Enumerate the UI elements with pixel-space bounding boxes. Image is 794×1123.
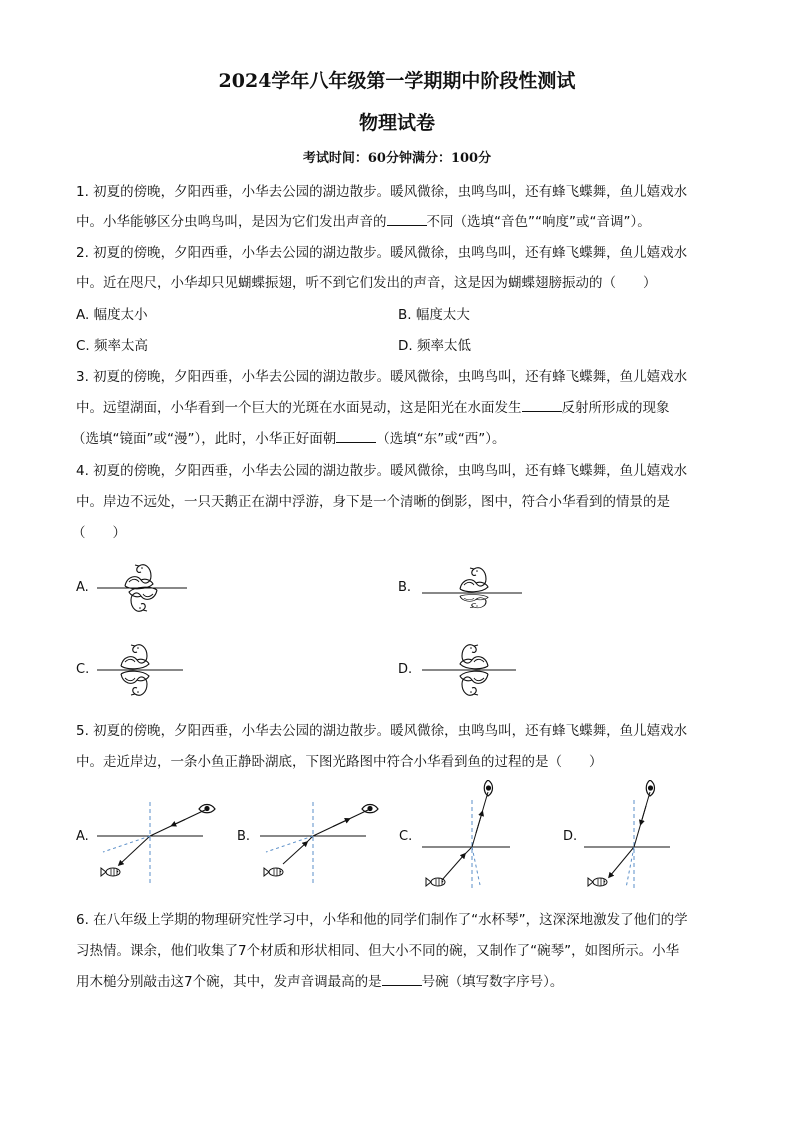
- q4-line2: 中。岸边不远处，一只天鹅正在湖中浮游，身下是一个清晰的倒影，图中，符合小华看到的情景的是: [76, 494, 670, 510]
- q1-line1: 1. 初夏的傍晚，夕阳西垂，小华去公园的湖边散步。暖风微徐，虫鸣鸟叫，还有蜂飞蝶舞，鱼儿嬉戏水: [76, 184, 688, 200]
- q3-line2: [76, 396, 716, 416]
- q5-label-b[interactable]: B.: [237, 829, 251, 844]
- q1-answer-blank[interactable]: [387, 213, 427, 226]
- q4-line1: 4. 初夏的傍晚，夕阳西垂，小华去公园的湖边散步。暖风微徐，虫鸣鸟叫，还有蜂飞蝶舞，鱼儿嬉戏水: [76, 463, 688, 479]
- exam-title: 2024学年八年级第一学期期中阶段性测试: [218, 70, 576, 92]
- q6-answer-blank[interactable]: [382, 973, 422, 986]
- q2-option-b[interactable]: B. 幅度太大: [398, 307, 470, 323]
- q5-figure-b[interactable]: [258, 800, 388, 890]
- q5-line2: 中。走近岸边，一条小鱼正静卧湖底，下图光路图中符合小华看到鱼的过程的是（ ）: [76, 754, 603, 770]
- q6-line1: 6. 在八年级上学期的物理研究性学习中，小华和他的同学们制作了“水杯琴”，这深深地激发了他们的学: [76, 912, 688, 928]
- q4-figure-a[interactable]: [95, 555, 190, 620]
- q4-label-b[interactable]: B.: [398, 580, 412, 595]
- q5-label-c[interactable]: C.: [399, 829, 413, 844]
- q1-text-a: 中。小华能够区分虫鸣鸟叫，是因为它们发出声音的: [76, 214, 387, 230]
- q3-line3: [72, 427, 712, 447]
- q4-figure-c[interactable]: [95, 638, 190, 703]
- q6-text-b: 号碗（填写数字序号）。: [421, 974, 564, 990]
- q2-line1: 2. 初夏的傍晚，夕阳西垂，小华去公园的湖边散步。暖风微徐，虫鸣鸟叫，还有蜂飞蝶舞，鱼儿嬉戏水: [76, 245, 688, 261]
- q4-line3: （ ）: [72, 525, 126, 541]
- q6-text-a: 用木槌分别敲击这7个碗，其中，发声音调最高的是: [76, 974, 382, 990]
- q1-line2: [76, 210, 716, 230]
- q3-text-d: （选填“东”或“西”）。: [376, 431, 506, 447]
- q4-figure-b[interactable]: [420, 555, 525, 620]
- q3-answer-blank-1[interactable]: [522, 399, 562, 412]
- q6-line3: [76, 970, 716, 990]
- q2-line2: 中。近在咫尺，小华却只见蝴蝶振翅，听不到它们发出的声音，这是因为蝴蝶翅膀振动的（ ）: [76, 275, 657, 291]
- q4-label-c[interactable]: C.: [76, 662, 90, 677]
- q5-line1: 5. 初夏的傍晚，夕阳西垂，小华去公园的湖边散步。暖风微徐，虫鸣鸟叫，还有蜂飞蝶舞，鱼儿嬉戏水: [76, 723, 688, 739]
- q3-text-a: 中。远望湖面，小华看到一个巨大的光斑在水面晃动，这是阳光在水面发生: [76, 400, 522, 416]
- q4-label-a[interactable]: A.: [76, 580, 89, 595]
- q2-option-d[interactable]: D. 频率太低: [398, 338, 471, 354]
- q5-figure-d[interactable]: [582, 780, 682, 892]
- exam-subtitle: 物理试卷: [358, 112, 435, 134]
- q5-label-d[interactable]: D.: [563, 829, 578, 844]
- q6-line2: 习热情。课余，他们收集了7个材质和形状相同、但大小不同的碗，又制作了“碗琴”，如图所示。小华: [76, 943, 680, 959]
- q2-option-c[interactable]: C. 频率太高: [76, 338, 149, 354]
- q3-line1: 3. 初夏的傍晚，夕阳西垂，小华去公园的湖边散步。暖风微徐，虫鸣鸟叫，还有蜂飞蝶舞，鱼儿嬉戏水: [76, 369, 688, 385]
- q5-label-a[interactable]: A.: [76, 829, 89, 844]
- q4-figure-d[interactable]: [420, 638, 520, 703]
- q3-text-c: （选填“镜面”或“漫”），此时，小华正好面朝: [72, 431, 337, 447]
- q1-text-b: 不同（选填“音色”“响度”或“音调”）。: [426, 214, 651, 230]
- exam-info: 考试时间：60分钟满分：100分: [302, 151, 492, 166]
- q3-answer-blank-2[interactable]: [336, 430, 376, 443]
- q5-figure-c[interactable]: [420, 780, 520, 892]
- q2-option-a[interactable]: A. 幅度太小: [76, 307, 148, 323]
- q3-text-b: 反射所形成的现象: [561, 400, 670, 416]
- q4-label-d[interactable]: D.: [398, 662, 413, 677]
- q5-figure-a[interactable]: [95, 800, 225, 890]
